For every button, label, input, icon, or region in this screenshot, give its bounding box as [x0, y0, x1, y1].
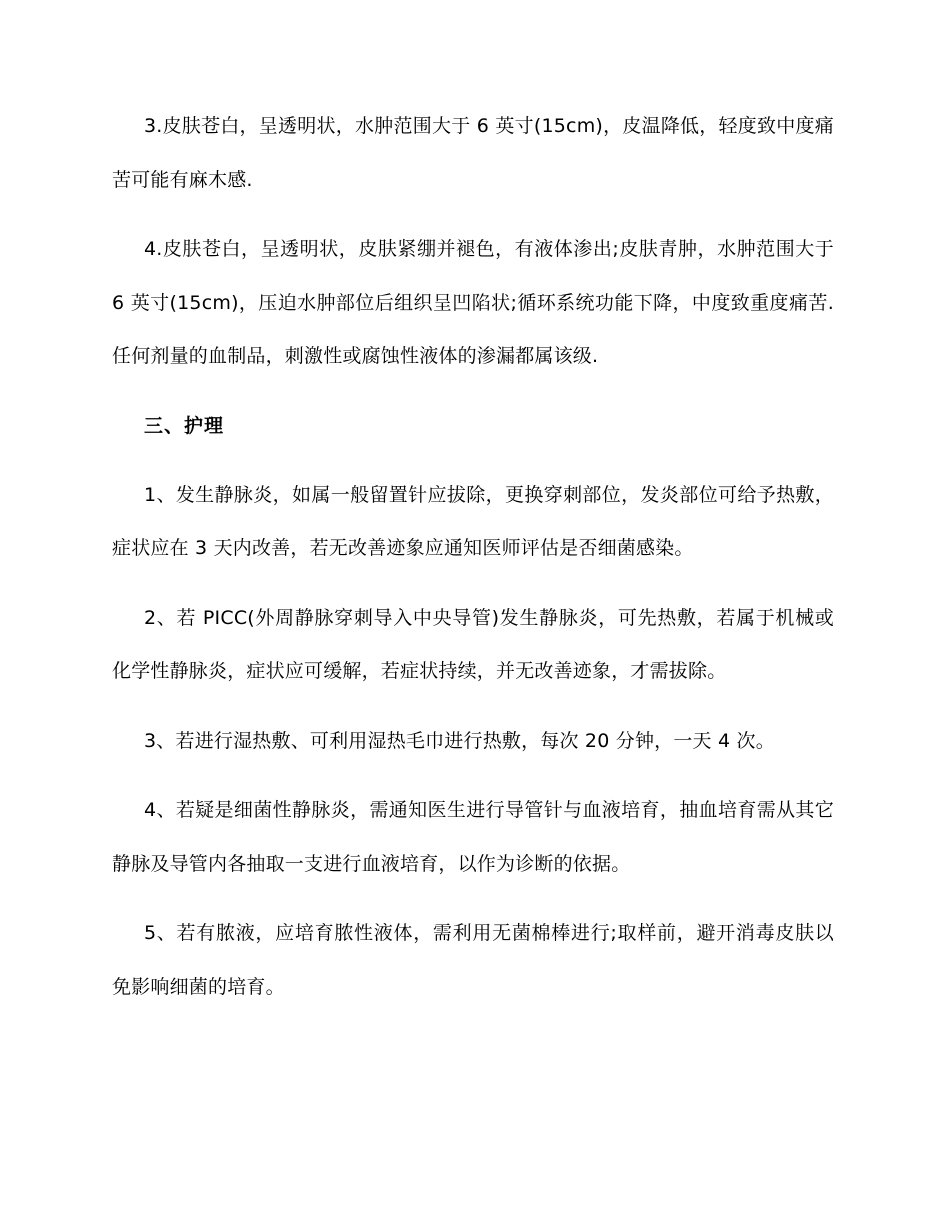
care-item-2: 2、若 PICC(外周静脉穿刺导入中央导管)发生静脉炎，可先热敷，若属于机械或化学性静脉炎，症状应可缓解，若症状持续，并无改善迹象，才需拔除。: [112, 606, 834, 682]
paragraph-level-4: 4.皮肤苍白，呈透明状，皮肤紧绷并褪色，有液体渗出;皮肤青肿，水肿范围大于 6 英寸(15cm)，压迫水肿部位后组织呈凹陷状;循环系统功能下降，中度致重度痛苦.任何剂量的血制品，刺激性或腐蚀性液体的渗漏都属该级.: [112, 238, 834, 367]
care-item-3: 3、若进行湿热敷、可利用湿热毛巾进行热敷，每次 20 分钟，一天 4 次。: [144, 729, 775, 752]
care-item-5: 5、若有脓液，应培育脓性液体，需利用无菌棉棒进行;取样前，避开消毒皮肤以免影响细菌的培育。: [112, 922, 834, 998]
section-heading-care: 三、护理: [144, 414, 225, 437]
paragraph-level-3: 3.皮肤苍白，呈透明状，水肿范围大于 6 英寸(15cm)，皮温降低，轻度致中度痛苦可能有麻木感.: [112, 115, 834, 191]
document-page: [112, 100, 834, 1014]
care-item-4: 4、若疑是细菌性静脉炎，需通知医生进行导管针与血液培育，抽血培育需从其它静脉及导管内各抽取一支进行血液培育，以作为诊断的依据。: [112, 799, 834, 875]
care-item-1: 1、发生静脉炎，如属一般留置针应拔除，更换穿刺部位，发炎部位可给予热敷，症状应在 3 天内改善，若无改善迹象应通知医师评估是否细菌感染。: [112, 483, 834, 559]
